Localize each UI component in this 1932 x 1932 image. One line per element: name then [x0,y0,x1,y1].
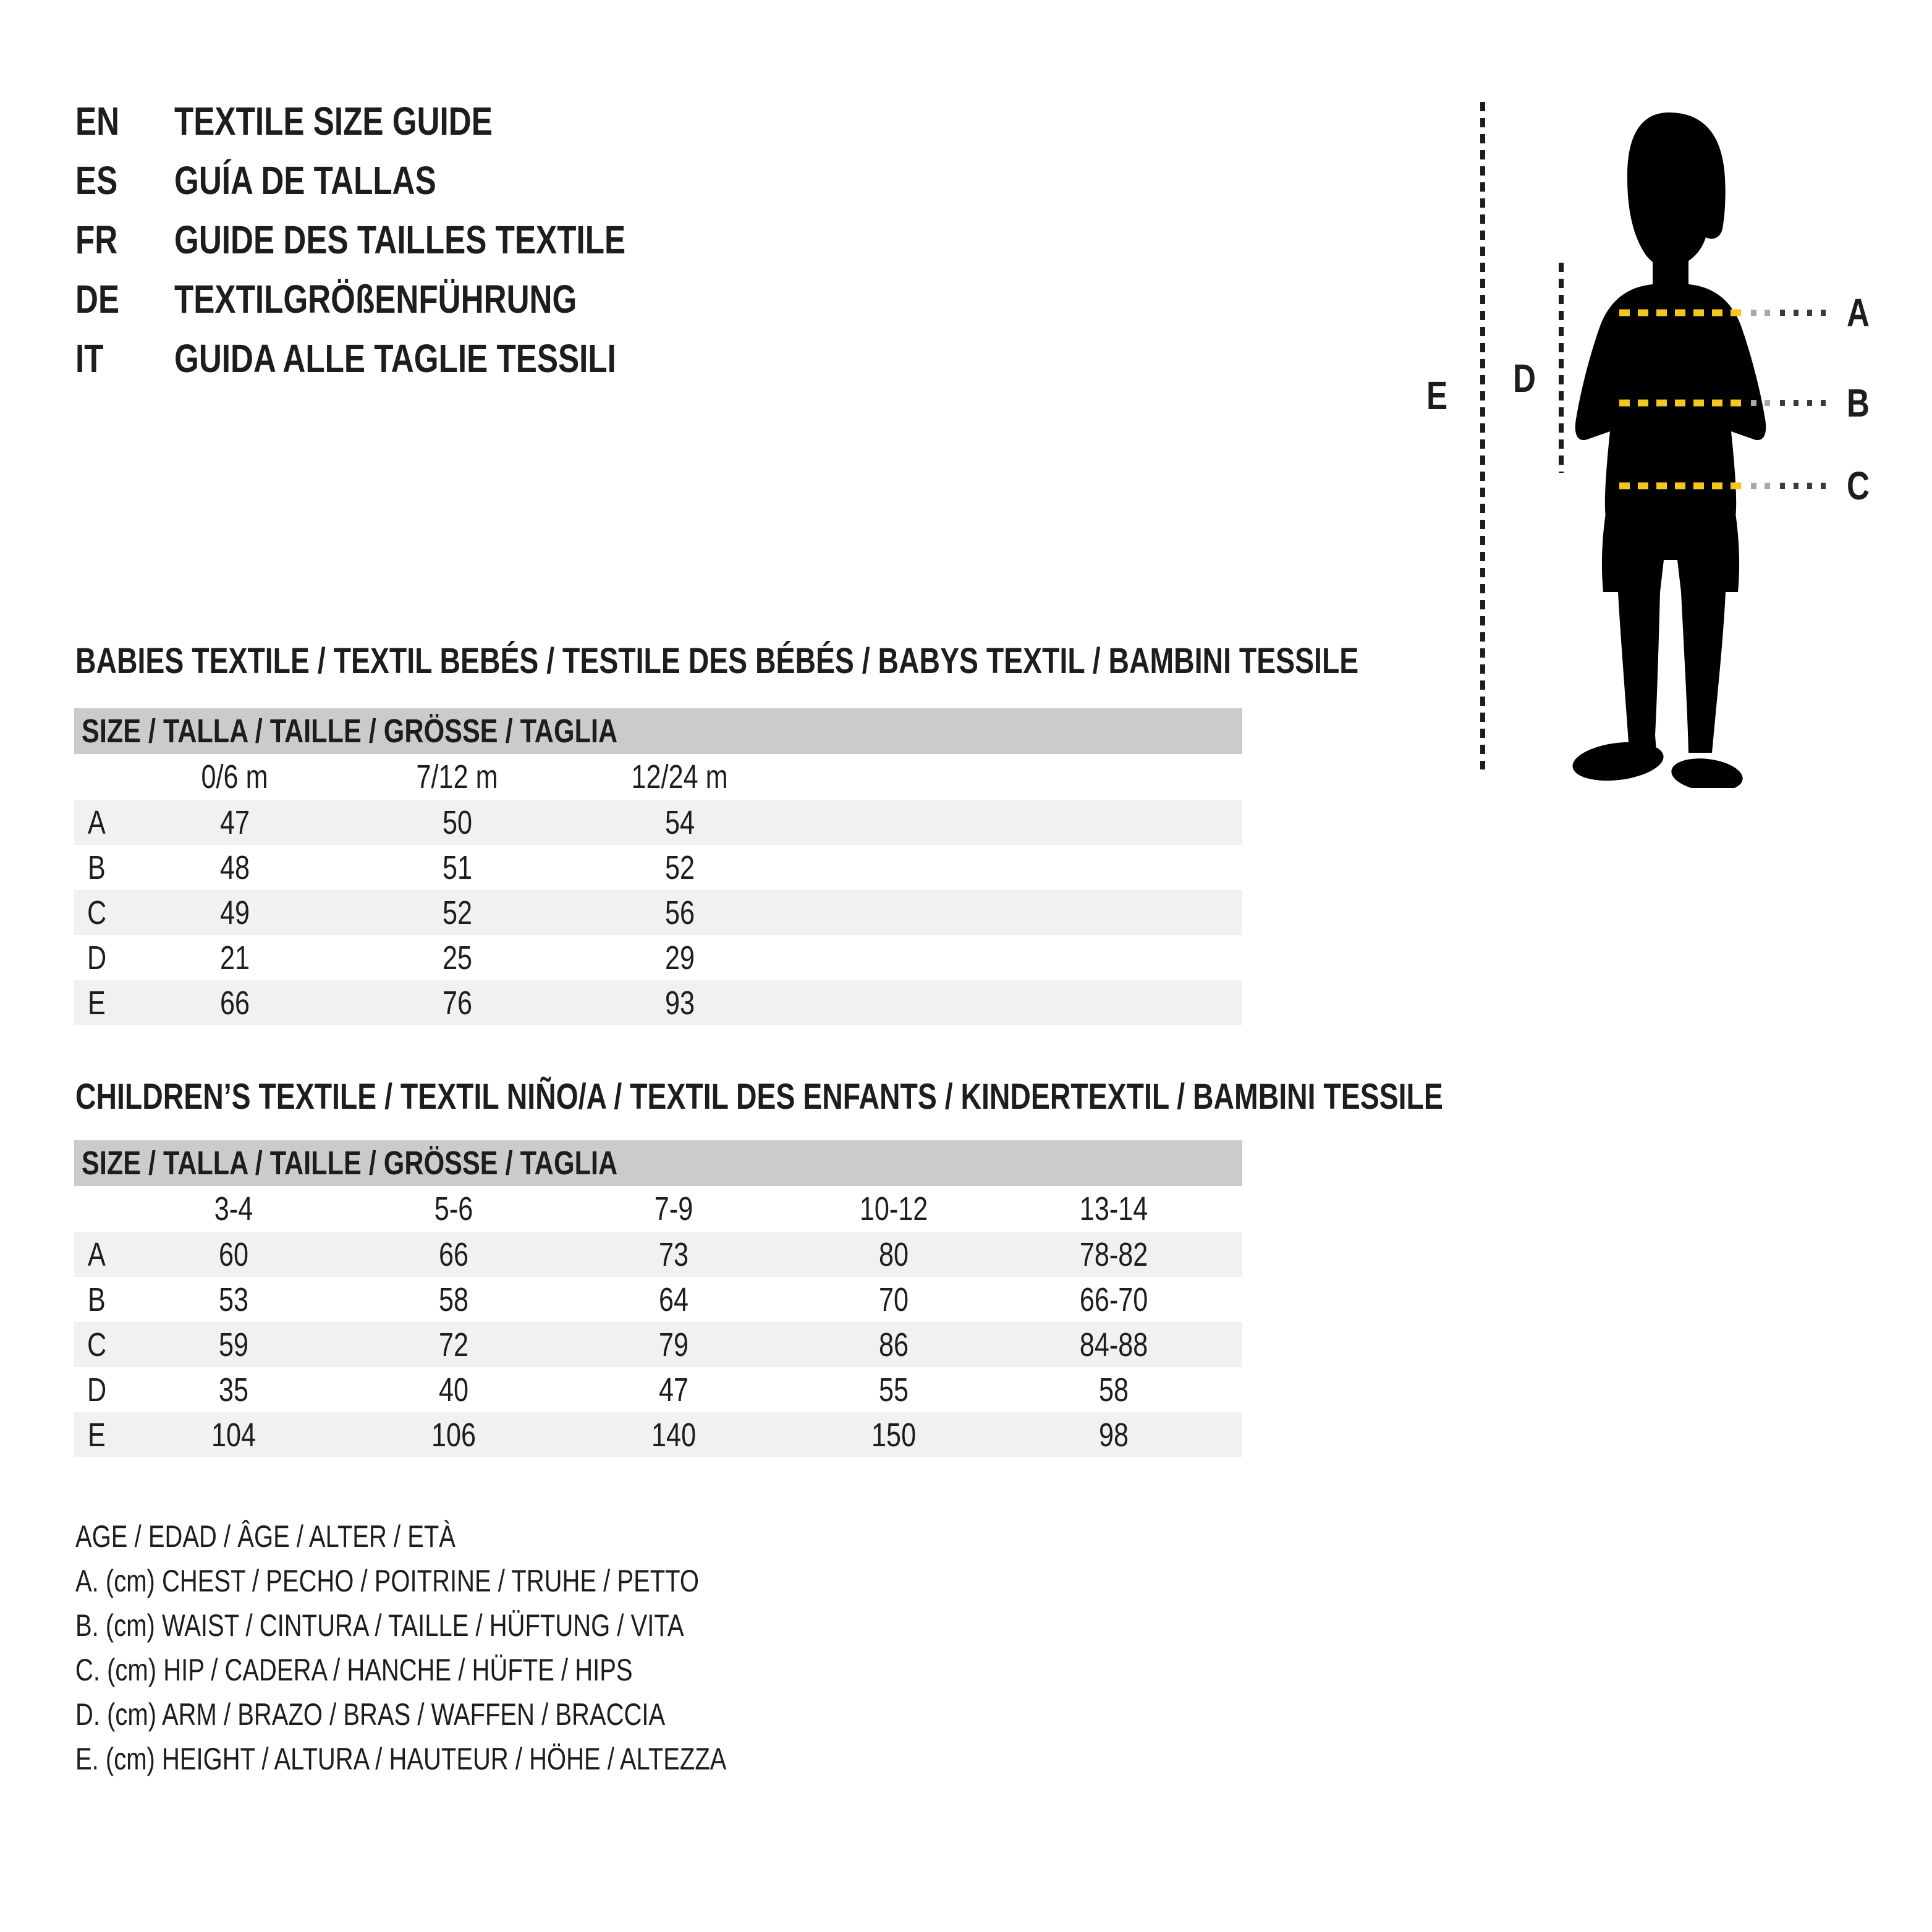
children-col-header: 5-6 [434,1190,473,1227]
cell-value: 93 [664,984,695,1022]
cell-value: 66 [219,984,250,1022]
row-label: B [87,1281,106,1318]
table-row-d [74,1367,1242,1412]
measurement-figure [1421,80,1932,788]
cell-value: 70 [878,1281,909,1318]
figure-label-a: A [1847,291,1870,336]
legend-text: E. (cm) HEIGHT / ALTURA / HAUTEUR / HÖHE / ALTEZZA [75,1742,727,1776]
lang-row-it [75,329,1126,388]
cell-value: 58 [1098,1371,1129,1409]
lang-code-es: ES [75,158,118,203]
cell-value: 86 [878,1326,909,1363]
cell-value: 80 [878,1235,909,1273]
row-label: A [87,1235,106,1273]
cell-value: 21 [219,939,250,977]
cell-value: 73 [658,1235,689,1273]
children-table-title [75,1077,1785,1117]
children-col-header: 3-4 [214,1190,253,1227]
legend-line-height [75,1737,889,1781]
cell-value: 56 [664,894,695,931]
row-label: D [87,939,106,977]
language-header-block [75,91,1126,388]
row-label: E [87,1416,106,1454]
legend-line-hip [75,1648,889,1692]
table-row-c [74,1322,1242,1367]
row-label: B [87,849,106,886]
silhouette-shirt [1575,258,1766,517]
row-label: C [87,1326,106,1363]
cell-value: 49 [219,894,250,931]
silhouette-right-shoe [1669,755,1744,788]
cell-value: 29 [664,939,695,977]
cell-value: 59 [218,1326,249,1363]
cell-value: 53 [218,1281,249,1318]
silhouette-shorts [1602,513,1739,592]
lang-title-fr: GUIDE DES TAILLES TEXTILE [174,218,626,262]
babies-size-table [74,754,1242,1025]
silhouette-right-leg [1681,592,1726,753]
legend-line-age [75,1514,889,1559]
legend-text: AGE / EDAD / ÂGE / ALTER / ETÀ [75,1519,455,1554]
children-table-section [74,1140,1242,1457]
children-table-title-text: CHILDREN’S TEXTILE / TEXTIL NIÑO/A / TEXTIL DES ENFANTS / KINDERTEXTIL / BAMBINI TESSILE [75,1077,1443,1117]
cell-value: 35 [218,1371,249,1409]
cell-value: 52 [664,849,695,886]
cell-value: 79 [658,1326,689,1363]
table-row-e [74,980,1242,1025]
measurement-figure-svg [1421,80,1932,788]
cell-value: 48 [219,849,250,886]
table-row-d [74,935,1242,980]
lang-code-en: EN [75,99,120,143]
cell-value: 72 [438,1326,469,1363]
lang-title-es: GUÍA DE TALLAS [174,158,436,203]
row-label: A [87,803,106,841]
row-label: C [87,894,106,931]
children-size-header-bar [74,1140,1242,1186]
figure-label-d: D [1513,357,1536,401]
cell-value: 51 [442,849,473,886]
child-silhouette [1570,112,1766,788]
cell-value: 84-88 [1079,1326,1148,1363]
babies-size-header-bar [74,708,1242,754]
lang-code-de: DE [75,277,120,321]
legend-text: C. (cm) HIP / CADERA / HANCHE / HÜFTE / HIPS [75,1653,633,1687]
cell-value: 98 [1098,1416,1129,1454]
children-size-table [74,1186,1242,1457]
children-col-header: 10-12 [859,1190,928,1227]
cell-value: 58 [438,1281,469,1318]
table-row-b [74,845,1242,890]
lang-row-fr [75,210,1126,269]
lang-row-es [75,151,1126,210]
cell-value: 66-70 [1079,1281,1148,1318]
table-row-e [74,1412,1242,1457]
row-label: E [87,984,106,1022]
lang-row-en [75,91,1126,151]
figure-label-c: C [1847,464,1870,509]
table-row-c [74,890,1242,935]
cell-value: 25 [442,939,473,977]
babies-col-header: 0/6 m [201,758,269,795]
cell-value: 66 [438,1235,469,1273]
babies-table-title [75,642,1679,681]
cell-value: 150 [871,1416,917,1454]
figure-label-e: E [1426,374,1448,418]
cell-value: 40 [438,1371,469,1409]
cell-value: 55 [878,1371,909,1409]
babies-col-header: 12/24 m [631,758,729,795]
cell-value: 54 [664,803,695,841]
babies-table-section [74,708,1242,1025]
babies-size-header-text: SIZE / TALLA / TAILLE / GRÖSSE / TAGLIA [82,713,618,750]
children-size-header-text: SIZE / TALLA / TAILLE / GRÖSSE / TAGLIA [82,1145,618,1182]
legend-line-chest [75,1559,889,1603]
babies-col-header: 7/12 m [416,758,499,795]
cell-value: 60 [218,1235,249,1273]
babies-table-title-text: BABIES TEXTILE / TEXTIL BEBÉS / TESTILE DES BÉBÉS / BABYS TEXTIL / BAMBINI TESSILE [75,641,1359,681]
lang-row-de [75,269,1126,329]
figure-label-b: B [1847,381,1870,426]
silhouette-head [1627,112,1726,269]
cell-value: 140 [651,1416,697,1454]
cell-value: 47 [658,1371,689,1409]
babies-columns-row [74,754,1242,800]
cell-value: 52 [442,894,473,931]
cell-value: 104 [211,1416,256,1454]
children-col-header: 7-9 [654,1190,693,1227]
cell-value: 64 [658,1281,689,1318]
lang-title-en: TEXTILE SIZE GUIDE [174,99,493,143]
table-row-a [74,800,1242,845]
cell-value: 50 [442,803,473,841]
lang-title-it: GUIDA ALLE TAGLIE TESSILI [174,336,616,381]
legend-text: A. (cm) CHEST / PECHO / POITRINE / TRUHE / PETTO [75,1564,700,1598]
cell-value: 106 [431,1416,477,1454]
lang-code-it: IT [75,336,104,381]
cell-value: 76 [442,984,473,1022]
legend-text: D. (cm) ARM / BRAZO / BRAS / WAFFEN / BRACCIA [75,1697,666,1732]
children-col-header: 13-14 [1079,1190,1148,1227]
table-row-b [74,1277,1242,1322]
cell-value: 78-82 [1079,1235,1148,1273]
row-label: D [87,1371,106,1409]
cell-value: 47 [219,803,250,841]
lang-title-de: TEXTILGRÖßENFÜHRUNG [174,277,577,321]
legend-text: B. (cm) WAIST / CINTURA / TAILLE / HÜFTUNG / VITA [75,1608,684,1643]
legend-line-arm [75,1692,889,1737]
table-row-a [74,1232,1242,1277]
lang-code-fr: FR [75,218,118,262]
legend-line-waist [75,1603,889,1648]
children-columns-row [74,1186,1242,1232]
measurement-legend [75,1514,889,1781]
